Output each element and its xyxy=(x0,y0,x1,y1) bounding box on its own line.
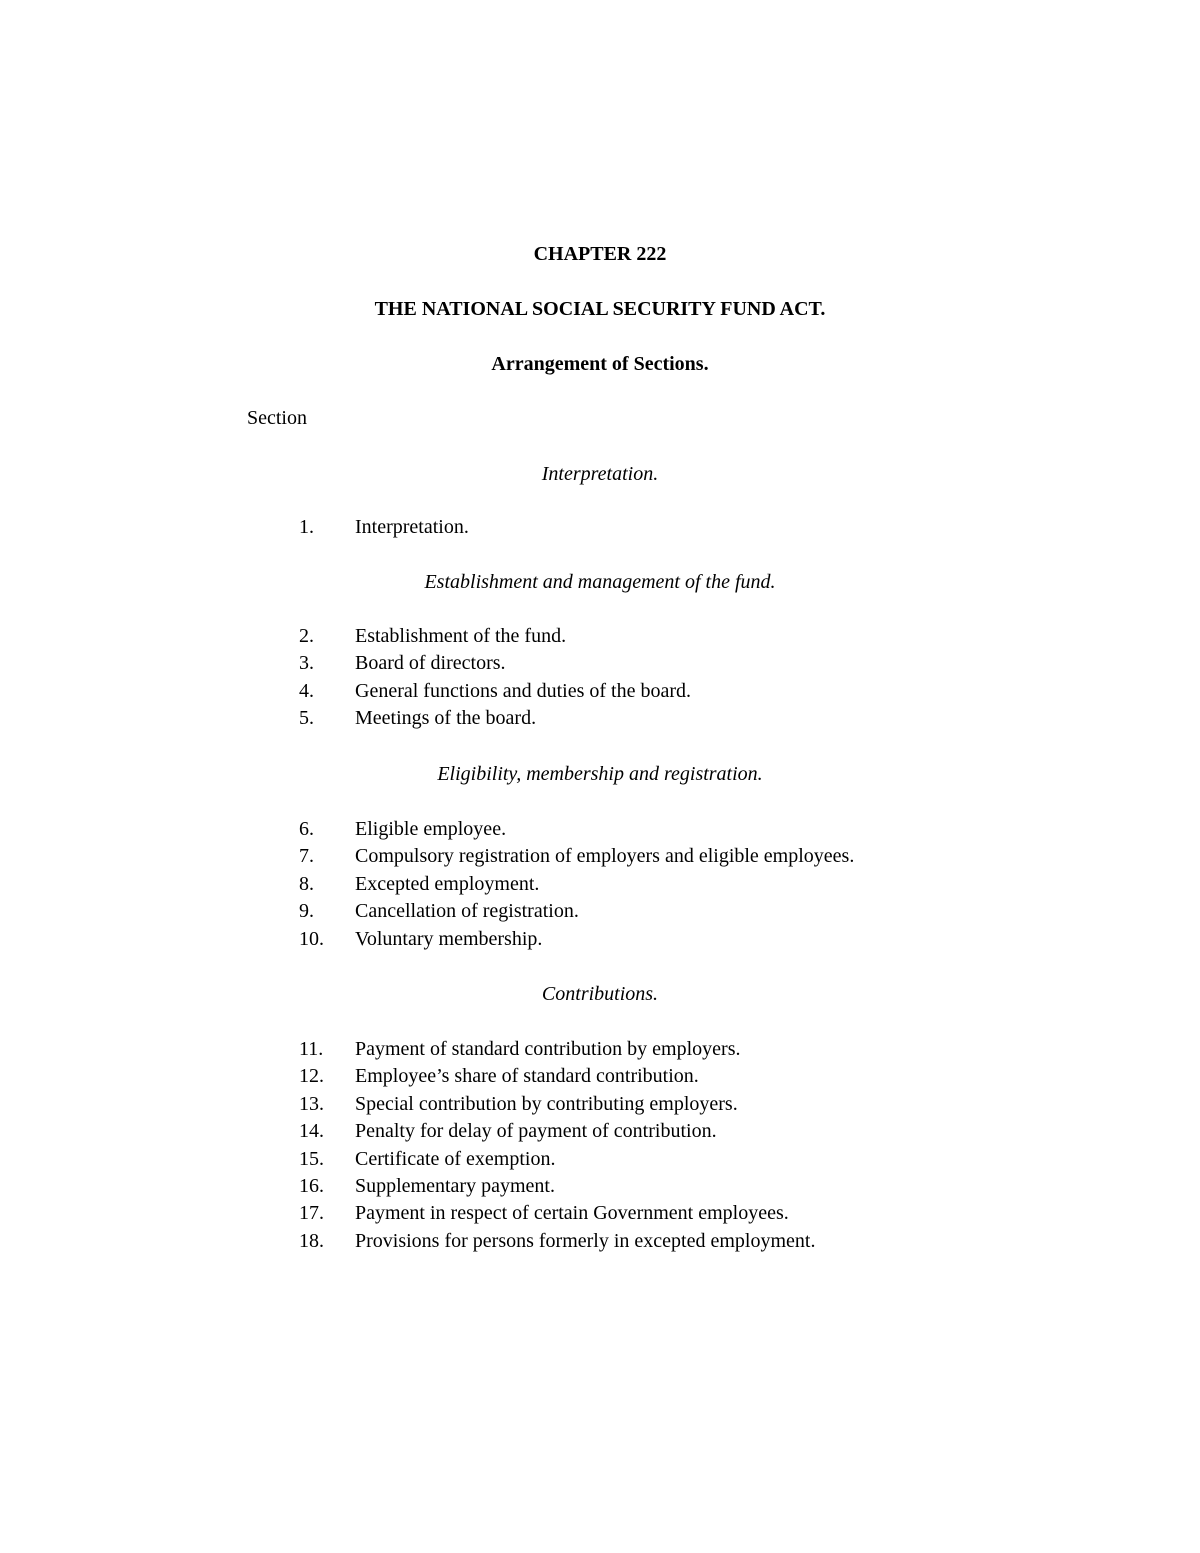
toc-entry xyxy=(0,1201,1200,1228)
toc-entry xyxy=(0,1064,1200,1091)
section-number: 17. xyxy=(299,1202,324,1225)
section-number: 9. xyxy=(299,900,314,923)
part-list-interpretation xyxy=(0,515,1200,542)
section-title: General functions and duties of the board. xyxy=(355,679,692,702)
toc-entry xyxy=(0,844,1200,871)
section-number: 6. xyxy=(299,818,314,840)
section-title: Voluntary membership. xyxy=(355,927,543,950)
toc-entry xyxy=(0,899,1200,926)
part-heading-eligibility: Eligibility, membership and registration. xyxy=(437,763,763,785)
section-title: Board of directors. xyxy=(355,652,506,675)
toc-entry xyxy=(0,1229,1200,1256)
section-number: 12. xyxy=(299,1065,324,1088)
section-title: Cancellation of registration. xyxy=(355,900,579,923)
section-number: 7. xyxy=(299,845,314,868)
toc-entry xyxy=(0,1092,1200,1119)
section-title: Payment in respect of certain Government employees. xyxy=(355,1202,789,1225)
section-number: 10. xyxy=(299,927,324,950)
section-title: Provisions for persons formerly in excepted employment. xyxy=(355,1229,816,1252)
section-column-label: Section xyxy=(247,407,307,429)
section-number: 11. xyxy=(299,1038,324,1060)
part-list-establishment xyxy=(0,624,1200,734)
toc-entry xyxy=(0,651,1200,678)
section-title: Meetings of the board. xyxy=(355,707,537,730)
part-heading-establishment: Establishment and management of the fund. xyxy=(424,571,776,593)
section-number: 3. xyxy=(299,652,314,675)
section-number: 2. xyxy=(299,625,314,647)
section-number: 1. xyxy=(299,516,314,538)
section-number: 5. xyxy=(299,707,314,730)
section-title: Penalty for delay of payment of contribution. xyxy=(355,1120,717,1143)
toc-entry xyxy=(0,1037,1200,1064)
section-number: 8. xyxy=(299,872,314,895)
toc-entry xyxy=(0,679,1200,706)
section-number: 14. xyxy=(299,1120,324,1143)
part-list-eligibility xyxy=(0,817,1200,954)
toc-entry xyxy=(0,515,1200,542)
toc-entry xyxy=(0,1174,1200,1201)
section-number: 16. xyxy=(299,1174,324,1197)
section-title: Supplementary payment. xyxy=(355,1174,555,1197)
section-title: Employee’s share of standard contribution. xyxy=(355,1065,699,1088)
toc-entry xyxy=(0,624,1200,651)
chapter-heading: CHAPTER 222 xyxy=(533,243,667,265)
part-list-contributions xyxy=(0,1037,1200,1256)
section-title: Interpretation. xyxy=(355,516,469,538)
section-number: 13. xyxy=(299,1092,324,1115)
toc-entry xyxy=(0,817,1200,844)
toc-entry xyxy=(0,927,1200,954)
section-title: Certificate of exemption. xyxy=(355,1147,556,1170)
part-heading-interpretation: Interpretation. xyxy=(541,463,659,485)
section-number: 15. xyxy=(299,1147,324,1170)
section-title: Establishment of the fund. xyxy=(355,625,567,647)
section-title: Compulsory registration of employers and eligible employees. xyxy=(355,845,855,868)
act-title: THE NATIONAL SOCIAL SECURITY FUND ACT. xyxy=(374,298,826,320)
toc-entry xyxy=(0,1119,1200,1146)
section-number: 4. xyxy=(299,679,314,702)
arrangement-title: Arrangement of Sections. xyxy=(491,353,709,375)
section-title: Eligible employee. xyxy=(355,818,507,840)
section-title: Payment of standard contribution by employers. xyxy=(355,1038,741,1060)
section-title: Excepted employment. xyxy=(355,872,540,895)
toc-entry xyxy=(0,1147,1200,1174)
toc-entry xyxy=(0,706,1200,733)
section-number: 18. xyxy=(299,1229,324,1252)
toc-entry xyxy=(0,872,1200,899)
part-heading-contributions: Contributions. xyxy=(541,983,659,1005)
section-title: Special contribution by contributing employers. xyxy=(355,1092,738,1115)
